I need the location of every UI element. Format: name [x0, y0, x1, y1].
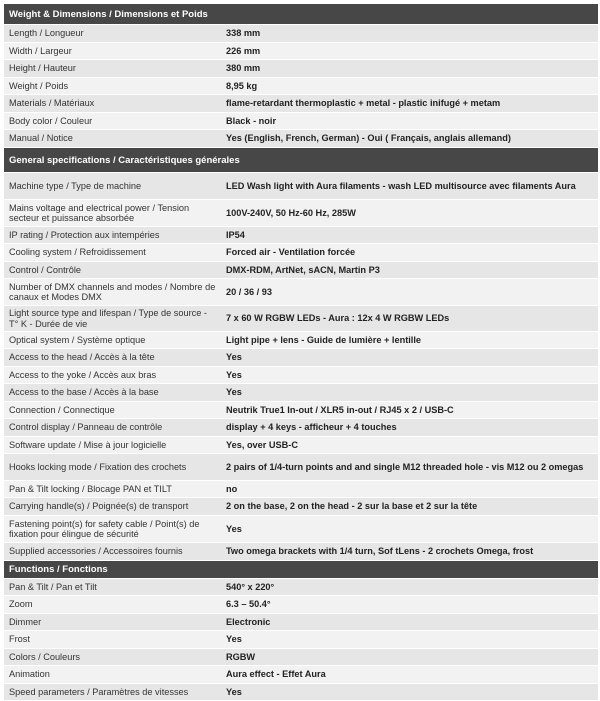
- spec-row-software-update: [4, 437, 598, 454]
- spec-row-materials: [4, 95, 598, 113]
- spec-value: 2 pairs of 1/4-turn points and and single M12 threaded hole - vis M12 ou 2 omegas: [226, 461, 584, 472]
- spec-label: Light source type and lifespan / Type de source - T° K - Durée de vie: [9, 308, 207, 329]
- spec-row-hooks-locking: [4, 454, 598, 481]
- section-title: General specifications / Caractéristiques générales: [9, 154, 240, 166]
- spec-value: 100V-240V, 50 Hz-60 Hz, 285W: [226, 207, 356, 218]
- spec-value: Light pipe + lens - Guide de lumière + lentille: [226, 334, 422, 345]
- spec-row-manual: [4, 130, 598, 148]
- spec-label: Pan & Tilt / Pan et Tilt: [9, 581, 97, 592]
- spec-row-animation: [4, 666, 598, 684]
- spec-value: Yes: [226, 523, 242, 534]
- spec-value: flame-retardant thermoplastic + metal - plastic inifugé + metam: [226, 98, 501, 109]
- spec-value: Yes: [226, 369, 242, 380]
- spec-row-pan-tilt-locking: [4, 481, 598, 498]
- spec-value: Electronic: [226, 616, 271, 627]
- spec-value: 380 mm: [226, 63, 261, 74]
- spec-label: Connection / Connectique: [9, 404, 115, 415]
- spec-label: Length / Longueur: [9, 28, 84, 39]
- spec-value: 6.3 – 50.4°: [226, 599, 271, 610]
- spec-label: Optical system / Système optique: [9, 334, 146, 345]
- spec-row-colors: [4, 649, 598, 666]
- spec-label: Animation: [9, 669, 50, 680]
- spec-row-machine-type: [4, 173, 598, 200]
- spec-row-dmx-channels: [4, 279, 598, 306]
- spec-label: Control display / Panneau de contrôle: [9, 422, 163, 433]
- spec-row-zoom: [4, 596, 598, 614]
- spec-value: Yes (English, French, German) - Oui ( Français, anglais allemand): [226, 133, 511, 144]
- section-header-weight-dimensions: [4, 4, 598, 25]
- spec-value: IP54: [226, 229, 245, 240]
- spec-row-supplied-accessories: [4, 543, 598, 561]
- spec-value: Yes: [226, 352, 242, 363]
- spec-value: DMX-RDM, ArtNet, sACN, Martin P3: [226, 264, 380, 275]
- spec-label: Body color / Couleur: [9, 115, 93, 126]
- spec-row-width: [4, 43, 598, 60]
- spec-value: Neutrik True1 In-out / XLR5 in-out / RJ45 x 2 / USB-C: [226, 404, 454, 415]
- spec-label: Colors / Couleurs: [9, 651, 80, 662]
- spec-label: Mains voltage and electrical power / Tension secteur et puissance absorbée: [9, 202, 190, 223]
- spec-value: LED Wash light with Aura filaments - wash LED multisource avec filaments Aura: [226, 180, 576, 191]
- spec-label: Access to the head / Accès à la tête: [9, 352, 155, 363]
- section-general-specifications: [4, 173, 598, 561]
- spec-label: Control / Contrôle: [9, 264, 82, 275]
- spec-row-mains-voltage: [4, 200, 598, 227]
- spec-value: 8,95 kg: [226, 80, 258, 91]
- spec-row-control: [4, 262, 598, 279]
- section-title: Weight & Dimensions / Dimensions et Poids: [9, 8, 208, 20]
- spec-row-access-yoke: [4, 367, 598, 384]
- spec-value: display + 4 keys - afficheur + 4 touches: [226, 422, 397, 433]
- spec-value: no: [226, 483, 238, 494]
- spec-label: Number of DMX channels and modes / Nombre de canaux et Modes DMX: [9, 281, 216, 302]
- section-header-functions: [4, 561, 598, 579]
- spec-row-access-head: [4, 349, 598, 367]
- spec-label: Supplied accessories / Accessoires fournis: [9, 546, 183, 557]
- spec-label: Pan & Tilt locking / Blocage PAN et TILT: [9, 483, 172, 494]
- spec-row-speed-parameters: [4, 684, 598, 701]
- spec-label: Speed parameters / Paramètres de vitesses: [9, 686, 189, 697]
- spec-row-body-color: [4, 113, 598, 130]
- spec-value: Aura effect - Effet Aura: [226, 669, 326, 680]
- spec-row-frost: [4, 631, 598, 649]
- section-header-general-specifications: [4, 148, 598, 173]
- spec-row-dimmer: [4, 614, 598, 631]
- spec-row-pan-tilt: [4, 579, 598, 596]
- spec-label: Zoom: [9, 599, 33, 610]
- spec-value: Forced air - Ventilation forcée: [226, 247, 356, 258]
- spec-value: Two omega brackets with 1/4 turn, Sof tLens - 2 crochets Omega, frost: [226, 546, 534, 557]
- spec-label: Software update / Mise à jour logicielle: [9, 439, 167, 450]
- spec-row-access-base: [4, 384, 598, 402]
- spec-label: Hooks locking mode / Fixation des crochets: [9, 461, 187, 472]
- spec-row-ip-rating: [4, 227, 598, 244]
- spec-label: Carrying handle(s) / Poignée(s) de transport: [9, 501, 189, 512]
- spec-value: RGBW: [226, 651, 256, 662]
- spec-value: Yes: [226, 686, 242, 697]
- spec-row-light-source: [4, 306, 598, 332]
- section-functions: [4, 579, 598, 701]
- spec-label: Cooling system / Refroidissement: [9, 247, 146, 258]
- spec-label: Weight / Poids: [9, 80, 69, 91]
- spec-row-height: [4, 60, 598, 78]
- spec-label: Manual / Notice: [9, 133, 73, 144]
- spec-row-length: [4, 25, 598, 43]
- spec-label: Machine type / Type de machine: [9, 180, 142, 191]
- spec-value: 338 mm: [226, 28, 261, 39]
- spec-label: IP rating / Protection aux intempéries: [9, 229, 160, 240]
- spec-value: Yes, over USB-C: [226, 439, 298, 450]
- spec-row-weight: [4, 78, 598, 95]
- spec-row-control-display: [4, 419, 598, 437]
- spec-label: Fastening point(s) for safety cable / Point(s) de fixation pour élingue de sécurité: [9, 518, 200, 539]
- spec-label: Access to the base / Accès à la base: [9, 387, 159, 398]
- spec-value: 2 on the base, 2 on the head - 2 sur la base et 2 sur la tête: [226, 501, 478, 512]
- spec-label: Frost: [9, 634, 30, 645]
- spec-row-connection: [4, 402, 598, 419]
- section-title: Functions / Fonctions: [9, 564, 108, 575]
- spec-value: Yes: [226, 387, 242, 398]
- spec-row-optical-system: [4, 332, 598, 349]
- spec-value: 540° x 220°: [226, 581, 275, 592]
- spec-row-fastening-points: [4, 516, 598, 543]
- spec-row-cooling: [4, 244, 598, 262]
- spec-value: 7 x 60 W RGBW LEDs - Aura : 12x 4 W RGBW LEDs: [226, 313, 450, 324]
- spec-label: Materials / Matériaux: [9, 98, 95, 109]
- spec-value: Yes: [226, 634, 242, 645]
- spec-label: Width / Largeur: [9, 45, 72, 56]
- spec-label: Dimmer: [9, 616, 42, 627]
- spec-value: Black - noir: [226, 115, 277, 126]
- spec-row-carrying-handles: [4, 498, 598, 516]
- spec-label: Height / Hauteur: [9, 63, 76, 74]
- spec-label: Access to the yoke / Accès aux bras: [9, 369, 157, 380]
- spec-value: 226 mm: [226, 45, 261, 56]
- spec-sheet: [4, 4, 598, 701]
- spec-value: 20 / 36 / 93: [226, 286, 272, 297]
- section-weight-dimensions: [4, 25, 598, 148]
